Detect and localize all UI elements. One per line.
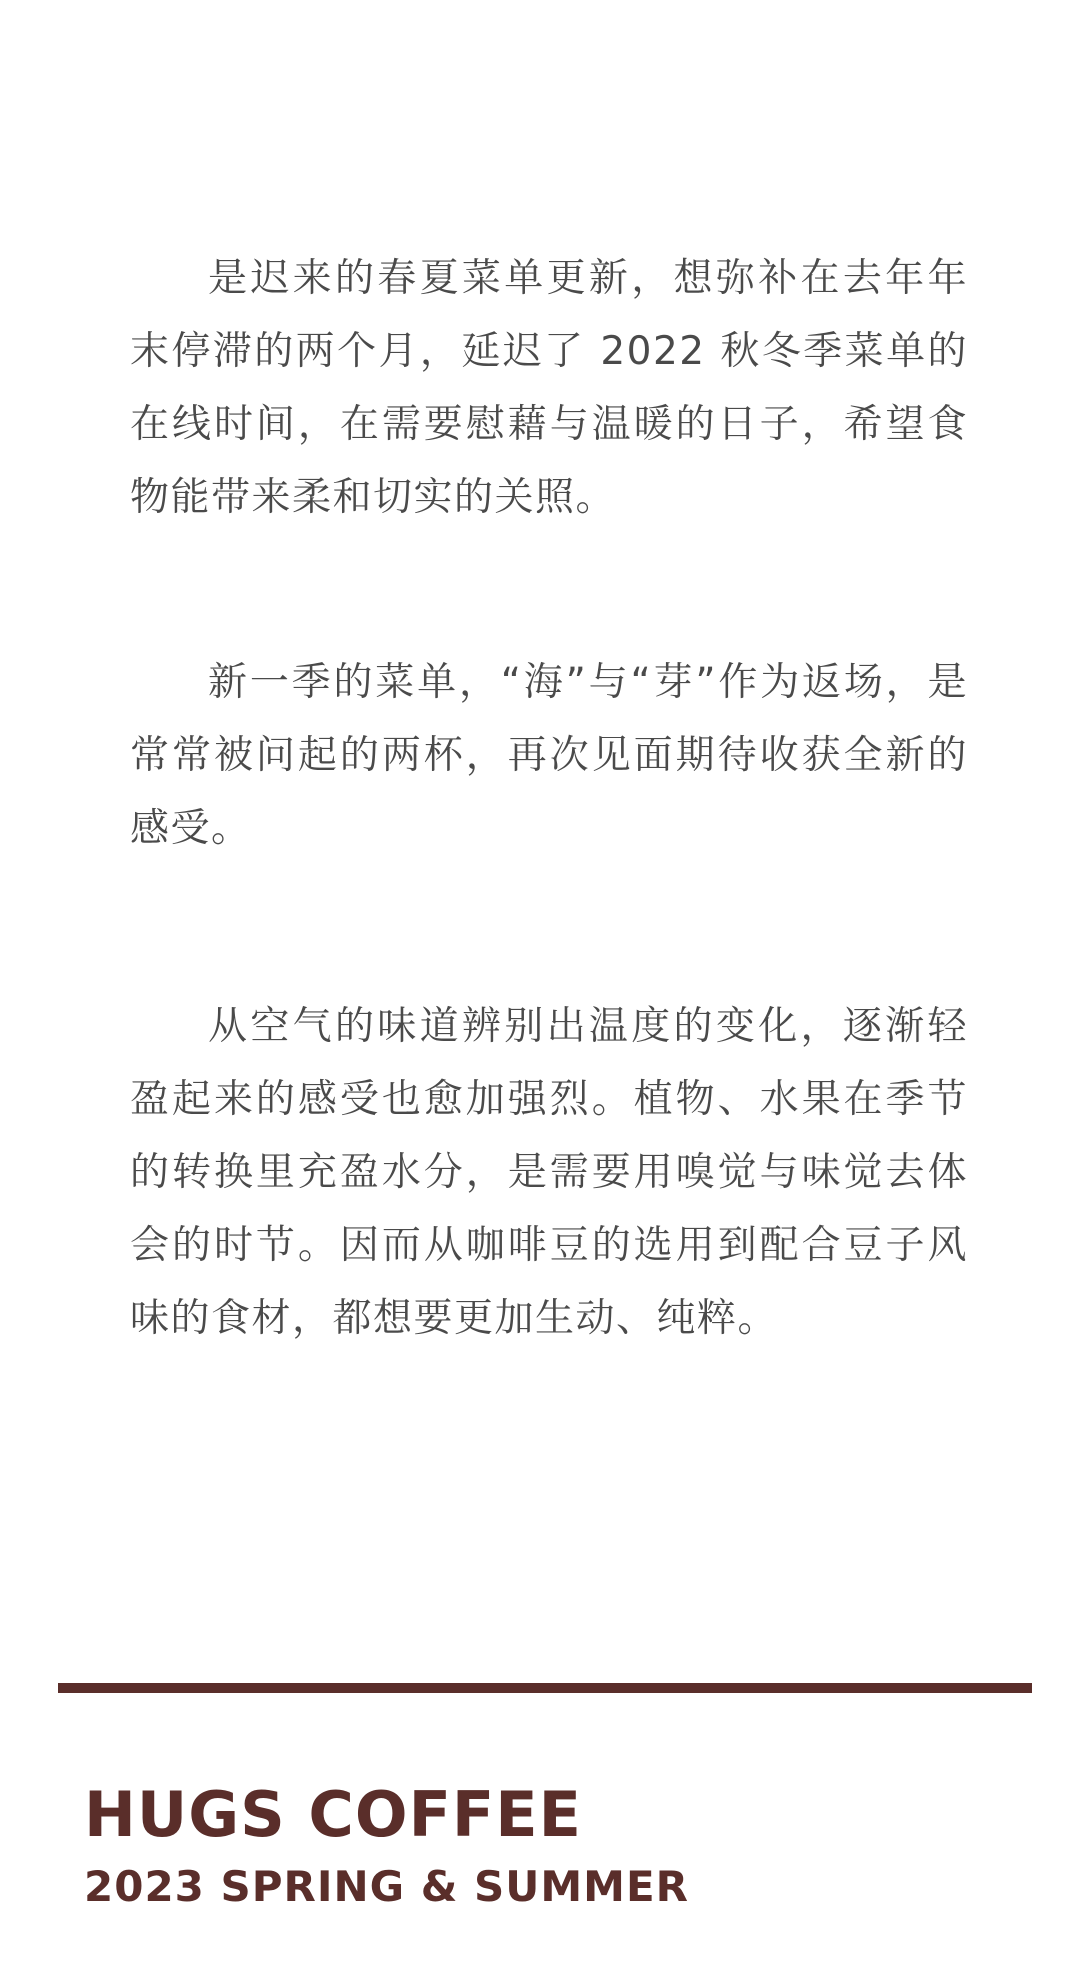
intro-paragraph-2: 新一季的菜单，“海”与“芽”作为返场，是常常被问起的两杯，再次见面期待收获全新的感受。 (130, 660, 968, 851)
season-subtitle: 2023 SPRING & SUMMER (84, 1862, 689, 1911)
footer-divider (58, 1683, 1032, 1693)
intro-paragraph-3: 从空气的味道辨别出温度的变化，逐渐轻盈起来的感受也愈加强烈。植物、水果在季节的转换里充盈水分，是需要用嗅觉与味觉去体会的时节。因而从咖啡豆的选用到配合豆子风味的食材，都想要更加生动、纯粹。 (130, 1004, 968, 1341)
brand-title: HUGS COFFEE (84, 1778, 582, 1851)
intro-paragraph-1: 是迟来的春夏菜单更新，想弥补在去年年末停滞的两个月，延迟了 2022 秋冬季菜单的在线时间，在需要慰藉与温暖的日子，希望食物能带来柔和切实的关照。 (130, 256, 968, 520)
